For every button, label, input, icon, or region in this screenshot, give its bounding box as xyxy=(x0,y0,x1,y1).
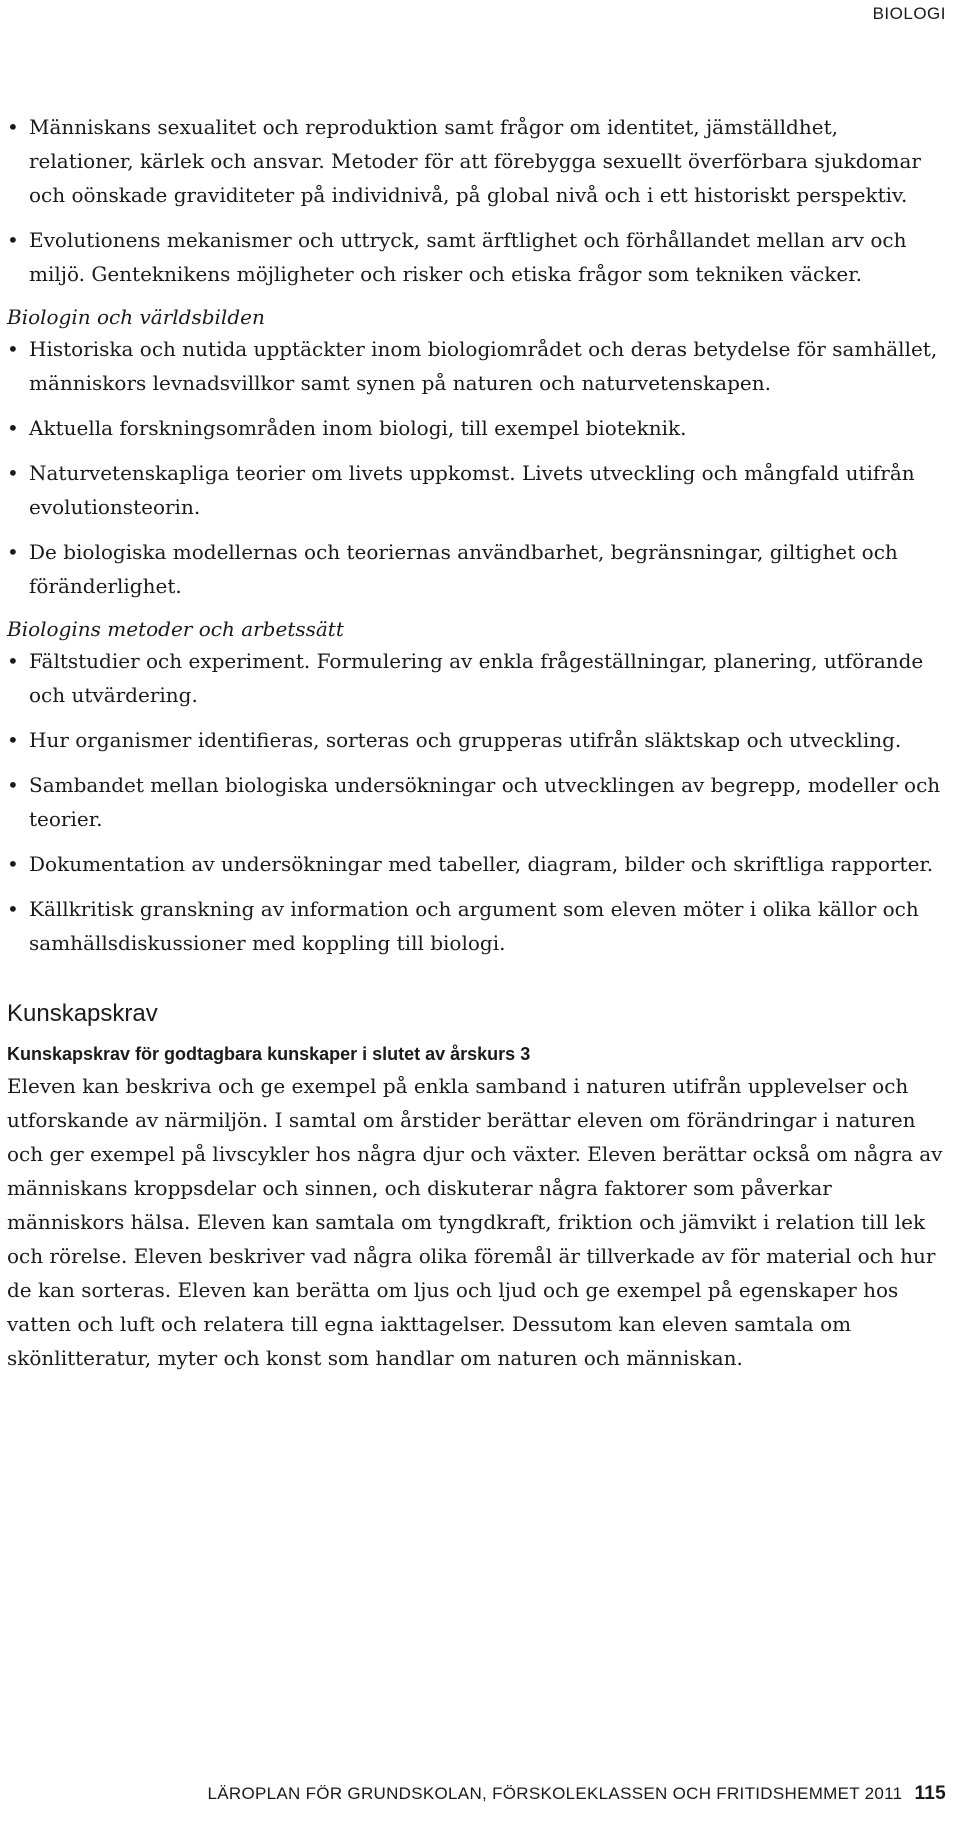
page-content xyxy=(7,110,947,1375)
list-item xyxy=(7,456,947,524)
requirements-subheading: Kunskapskrav för godtagbara kunskaper i slutet av årskurs 3 xyxy=(7,1044,531,1064)
bullet-icon: • xyxy=(7,897,19,921)
bullet-icon: • xyxy=(7,461,19,485)
intro-bullet-list xyxy=(7,110,947,291)
list-item xyxy=(7,223,947,291)
bullet-icon: • xyxy=(7,115,19,139)
list-item xyxy=(7,723,947,757)
list-item-text: Dokumentation av undersökningar med tabeller, diagram, bilder och skriftliga rapporter. xyxy=(29,852,934,876)
bullet-icon: • xyxy=(7,649,19,673)
list-item-text: Fältstudier och experiment. Formulering av enkla frågeställningar, planering, utförande och utvärdering. xyxy=(29,649,924,707)
bullet-icon: • xyxy=(7,416,19,440)
bullet-icon: • xyxy=(7,852,19,876)
list-item xyxy=(7,644,947,712)
list-item xyxy=(7,847,947,881)
bullet-icon: • xyxy=(7,337,19,361)
page-number: 115 xyxy=(914,1783,946,1804)
list-item-text: De biologiska modellernas och teoriernas användbarhet, begränsningar, giltighet och föränderlighet. xyxy=(29,540,898,598)
footer-title: LÄROPLAN FÖR GRUNDSKOLAN, FÖRSKOLEKLASSEN OCH FRITIDSHEMMET 2011 xyxy=(207,1784,903,1803)
methods-bullet-list xyxy=(7,644,947,960)
list-item xyxy=(7,332,947,400)
running-head: BIOLOGI xyxy=(872,4,946,23)
world-bullet-list xyxy=(7,332,947,603)
list-item xyxy=(7,411,947,445)
list-item-text: Hur organismer identifieras, sorteras och grupperas utifrån släktskap och utveckling. xyxy=(29,728,902,752)
list-item-text: Naturvetenskapliga teorier om livets uppkomst. Livets utveckling och mångfald utifrån evolutionsteorin. xyxy=(29,461,915,519)
list-item-text: Källkritisk granskning av information och argument som eleven möter i olika källor och samhällsdiskussioner med koppling till biologi. xyxy=(29,897,919,955)
section-title-methods: Biologins metoder och arbetssätt xyxy=(7,617,344,641)
requirements-paragraph: Eleven kan beskriva och ge exempel på enkla samband i naturen utifrån upplevelser och utforskande av närmiljön. I samtal om årstider berättar eleven om förändringar i naturen och ger exempel på livscykler hos några djur och växter. Eleven berättar också om några av människans kroppsdelar och sinnen, och diskuterar några faktorer som påverkar människors hälsa. Eleven kan samtala om tyngdkraft, friktion och jämvikt i relation till lek och rörelse. Eleven beskriver vad några olika föremål är tillverkade av för material och hur de kan sorteras. Eleven kan berätta om ljus och ljud och ge exempel på egenskaper hos vatten och luft och relatera till egna iakttagelser. Dessutom kan eleven samtala om skönlitteratur, myter och konst som handlar om naturen och människan. xyxy=(7,1074,943,1370)
list-item xyxy=(7,768,947,836)
list-item xyxy=(7,535,947,603)
list-item-text: Evolutionens mekanismer och uttryck, samt ärftlighet och förhållandet mellan arv och miljö. Genteknikens möjligheter och risker och etiska frågor som tekniken väcker. xyxy=(29,228,907,286)
list-item-text: Historiska och nutida upptäckter inom biologiområdet och deras betydelse för samhället, människors levnadsvillkor samt synen på naturen och naturvetenskapen. xyxy=(29,337,938,395)
requirements-heading: Kunskapskrav xyxy=(7,1000,158,1027)
list-item-text: Aktuella forskningsområden inom biologi, till exempel bioteknik. xyxy=(29,416,687,440)
section-title-world: Biologin och världsbilden xyxy=(7,305,265,329)
list-item-text: Sambandet mellan biologiska undersökningar och utvecklingen av begrepp, modeller och teorier. xyxy=(29,773,941,831)
bullet-icon: • xyxy=(7,728,19,752)
bullet-icon: • xyxy=(7,540,19,564)
bullet-icon: • xyxy=(7,228,19,252)
bullet-icon: • xyxy=(7,773,19,797)
list-item xyxy=(7,110,947,212)
list-item-text: Människans sexualitet och reproduktion samt frågor om identitet, jämställdhet, relationer, kärlek och ansvar. Metoder för att förebygga sexuellt överförbara sjukdomar och oönskade graviditeter på individnivå, på global nivå och i ett historiskt perspektiv. xyxy=(29,115,921,207)
page-footer xyxy=(207,1783,946,1805)
list-item xyxy=(7,892,947,960)
